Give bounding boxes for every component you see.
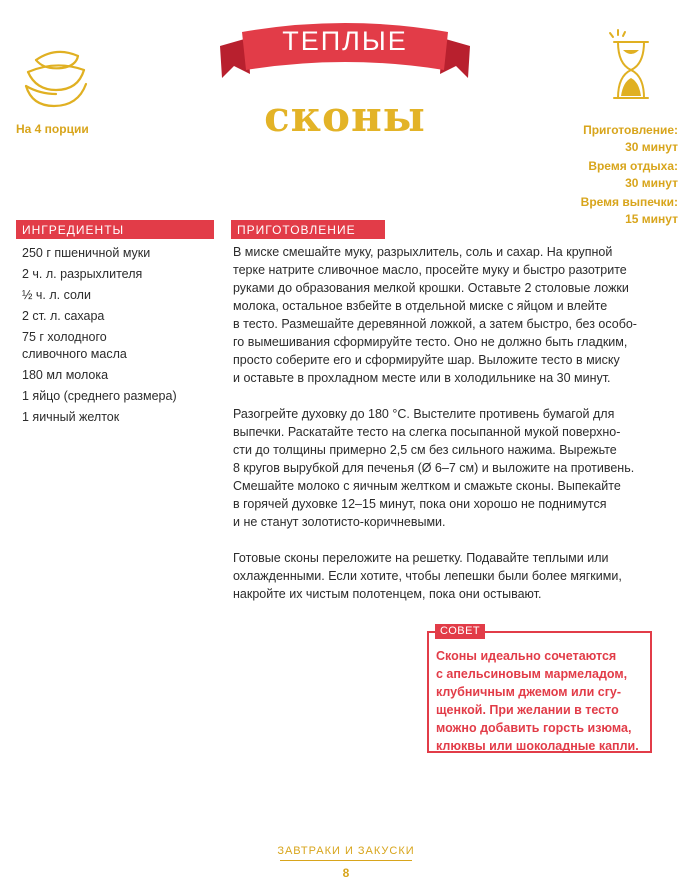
preparation-paragraph: В миске смешайте муку, разрыхлитель, соль и сахар. На крупной терке натрите сливочное масло, просейте муку и быстро разотрите руками до образования мелкой крошки. Оставьте 2 столовые ложки молока, остальное взбейте в отдельной миске с яйцом и влейте в тесто. Размешайте деревянной ложкой, а затем быстро, без особо- го вымешивания сформируйте тесто. Оно не должно быть гладким, просто соберите его и сформируйте шар. Выложите тесто в миску и оставьте в прохладном месте или в холодильнике на 30 минут. [233, 245, 637, 385]
ingredient-item: 1 яичный желток [22, 410, 120, 424]
bake-time-value: 15 минут [625, 212, 678, 226]
bake-time-label: Время выпечки: [580, 195, 678, 209]
rest-time-value: 30 минут [625, 176, 678, 190]
preparation-text [233, 243, 665, 621]
ingredient-item: 180 мл молока [22, 368, 109, 382]
preparation-paragraph: Готовые сконы переложите на решетку. Подавайте теплыми или охлажденными. Если хотите, чтобы лепешки были более мягкими, накройте их чистым полотенцем, пока они остывают. [233, 551, 622, 601]
preparation-paragraph: Разогрейте духовку до 180 °С. Выстелите противень бумагой для выпечки. Раскатайте тесто на слегка посыпанной мукой поверхно- сти до толщины примерно 2,5 см без сильного нажима. Вырежьте 8 кругов вырубкой для печенья (Ø 6–7 см) и выложите на противень. Смешайте молоко с яичным желтком и смажьте сконы. Выпекайте в горячей духовке 12–15 минут, пока они хорошо не поднимутся и не станут золотисто-коричневыми. [233, 407, 635, 529]
tip-heading: СОВЕТ [435, 624, 485, 639]
bake-time [508, 194, 678, 228]
ingredient-item: 250 г пшеничной муки [22, 246, 151, 260]
rest-time-label: Время отдыха: [588, 159, 678, 173]
preparation-heading: ПРИГОТОВЛЕНИЕ [231, 220, 385, 239]
ingredient-item: 2 ч. л. разрыхлителя [22, 267, 143, 281]
footer-divider [280, 860, 412, 861]
page-number: 8 [342, 866, 350, 880]
hourglass-icon [606, 28, 656, 106]
recipe-title: сконы [264, 92, 426, 141]
ingredients-heading: ИНГРЕДИЕНТЫ [16, 220, 214, 239]
ingredients-list [22, 245, 212, 430]
bowls-icon [20, 36, 92, 112]
ingredient-item: 1 яйцо (среднего размера) [22, 389, 177, 403]
servings-label: На 4 порции [16, 122, 89, 136]
rest-time [508, 158, 678, 192]
prep-time-label: Приготовление: [583, 123, 678, 137]
ingredient-item: 75 г холодного сливочного масла [22, 330, 127, 361]
prep-time-value: 30 минут [625, 140, 678, 154]
recipe-subtitle: ТЕПЛЫЕ [282, 26, 408, 56]
tip-text: Сконы идеально сочетаются с апельсиновым мармеладом, клубничным джемом или сгу- щенкой. При желании в тесто можно добавить горсть изюма, клюквы или шоколадные капли. [436, 649, 639, 753]
ingredient-item: ½ ч. л. соли [22, 288, 91, 302]
prep-time [508, 122, 678, 156]
ingredient-item: 2 ст. л. сахара [22, 309, 105, 323]
footer-section: ЗАВТРАКИ И ЗАКУСКИ [277, 845, 415, 857]
